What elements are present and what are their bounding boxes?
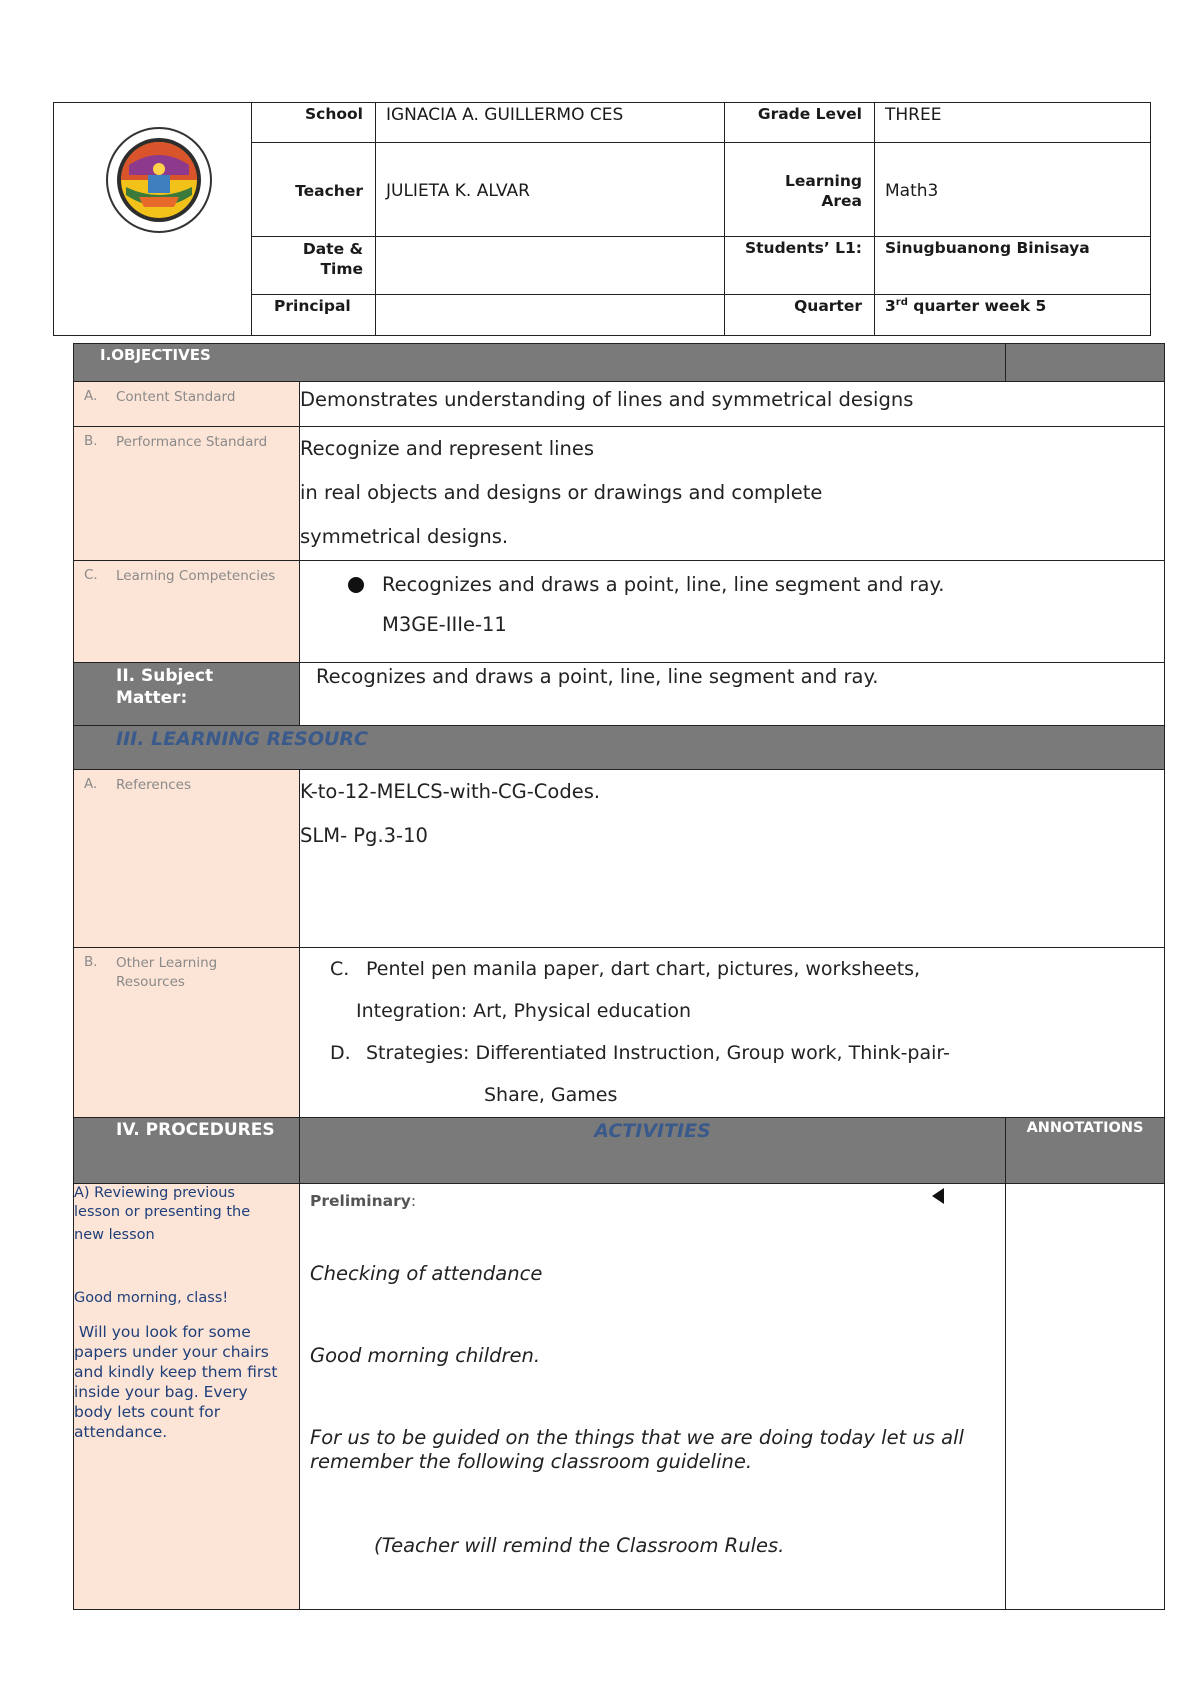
learning-competencies-text: Learning Competencies — [116, 568, 276, 584]
learning-area-label — [725, 143, 875, 237]
procedure-a-heading-1: A) Reviewing previous — [74, 1185, 235, 1201]
learning-area-value: Math3 — [875, 143, 1151, 237]
preliminary-text: Preliminary — [310, 1192, 411, 1210]
other-integration: Integration: Art, Physical education — [356, 1000, 692, 1022]
other-resources-c — [300, 948, 1164, 990]
principal-value — [376, 295, 725, 336]
objectives-header-side — [1006, 344, 1165, 382]
quarter-superscript: rd — [895, 297, 908, 308]
date-time-value — [376, 237, 725, 295]
objectives-title: I.OBJECTIVES — [100, 346, 211, 364]
subject-matter-text: Recognizes and draws a point, line, line segment and ray. — [316, 665, 879, 688]
quarter-rest: quarter week 5 — [907, 297, 1047, 316]
other-resources-text-line1: Other Learning — [116, 955, 218, 971]
references-value — [300, 770, 1165, 948]
other-resources-label — [74, 948, 300, 1118]
attendance-text: Checking of attendance — [310, 1262, 543, 1285]
learning-competencies-letter: C. — [84, 567, 98, 583]
date-time-label — [252, 237, 376, 295]
date-time-label-line1: Date & — [302, 240, 363, 258]
date-time-label-line2: Time — [320, 260, 363, 278]
grade-level-value: THREE — [875, 103, 1151, 143]
quarter-label: Quarter — [725, 295, 875, 336]
performance-standard-label — [74, 427, 300, 561]
school-value: IGNACIA A. GUILLERMO CES — [376, 103, 725, 143]
performance-line-3: symmetrical designs. — [300, 525, 509, 548]
school-label: School — [252, 103, 376, 143]
teacher-label: Teacher — [252, 143, 376, 237]
triangle-marker-icon — [932, 1188, 944, 1204]
performance-standard-letter: B. — [84, 433, 98, 449]
learning-resources-header — [74, 726, 1165, 770]
instruction-line-2: papers under your chairs — [74, 1343, 269, 1361]
subject-matter-value — [300, 663, 1165, 726]
school-logo-cell — [54, 103, 252, 336]
performance-line-1: Recognize and represent lines — [300, 437, 595, 460]
content-standard-value — [300, 382, 1165, 427]
procedure-a-heading-2: lesson or presenting the — [74, 1204, 251, 1220]
principal-label: Principal — [252, 295, 376, 336]
activities-title: ACTIVITIES — [594, 1120, 711, 1142]
guideline-line-1: For us to be guided on the things that we are doing today let us all — [310, 1426, 964, 1449]
bullet-icon — [348, 577, 364, 593]
other-c-letter: C. — [330, 958, 350, 980]
procedure-a-greeting: Good morning, class! — [74, 1290, 229, 1306]
other-d-letter: D. — [330, 1042, 351, 1064]
annotations-title: ANNOTATIONS — [1026, 1120, 1144, 1136]
quarter-number: 3 — [885, 297, 896, 316]
other-resources-text — [116, 954, 299, 992]
annotations-header — [1006, 1118, 1165, 1184]
content-standard-label — [74, 382, 300, 427]
quarter-value — [875, 295, 1151, 336]
students-l1-value: Sinugbuanong Binisaya — [875, 237, 1151, 295]
header-table — [53, 102, 1151, 336]
other-d-text: Strategies: Differentiated Instruction, Group work, Think-pair- — [366, 1042, 950, 1064]
greeting-text: Good morning children. — [310, 1344, 541, 1367]
content-standard-text-value: Demonstrates understanding of lines and symmetrical designs — [300, 388, 914, 411]
instruction-line-6: attendance. — [74, 1423, 168, 1441]
reference-line-2: SLM- Pg.3-10 — [300, 824, 428, 847]
learning-area-label-line1: Learning — [785, 171, 862, 190]
references-text: References — [116, 777, 192, 793]
content-standard-letter: A. — [84, 388, 98, 404]
procedures-title: IV. PROCEDURES — [116, 1120, 275, 1140]
activities-header — [300, 1118, 1006, 1184]
content-standard-text: Content Standard — [116, 389, 236, 405]
procedures-header — [74, 1118, 300, 1184]
performance-standard-text: Performance Standard — [116, 434, 268, 450]
instruction-line-5: body lets count for — [74, 1403, 221, 1421]
objectives-header — [74, 344, 1006, 382]
lesson-plan-table — [73, 343, 1165, 1610]
other-resources-value — [300, 948, 1165, 1118]
competency-text: Recognizes and draws a point, line, line segment and ray. — [382, 573, 945, 596]
learning-competencies-label — [74, 561, 300, 663]
school-logo — [104, 125, 214, 235]
learning-competencies-value — [300, 561, 1165, 663]
reference-line-1: K-to-12-MELCS-with-CG-Codes. — [300, 780, 601, 803]
guideline-line-2: remember the following classroom guideline. — [310, 1450, 753, 1473]
other-d-continued: Share, Games — [484, 1084, 618, 1106]
teacher-value: JULIETA K. ALVAR — [376, 143, 725, 237]
subject-matter-label-line1: II. Subject — [116, 666, 214, 686]
other-c-text: Pentel pen manila paper, dart chart, pictures, worksheets, — [366, 958, 921, 980]
instruction-line-3: and kindly keep them first — [74, 1363, 278, 1381]
students-l1-label: Students’ L1: — [725, 237, 875, 295]
preliminary-heading — [310, 1192, 995, 1210]
competency-code: M3GE-IIIe-11 — [382, 613, 507, 636]
procedure-a-heading-3: new lesson — [74, 1227, 155, 1243]
procedure-a-label — [74, 1184, 300, 1610]
procedure-a-instructions — [74, 1322, 299, 1442]
learning-resources-title: III. LEARNING RESOURC — [116, 728, 368, 750]
references-letter: A. — [84, 776, 98, 792]
other-resources-letter: B. — [84, 954, 98, 970]
other-resources-d — [300, 1032, 1164, 1074]
annotations-cell — [1006, 1184, 1165, 1610]
activities-cell — [300, 1184, 1006, 1610]
performance-standard-value — [300, 427, 1165, 561]
preliminary-colon: : — [410, 1192, 417, 1210]
performance-line-2: in real objects and designs or drawings and complete — [300, 481, 823, 504]
instruction-line-4: inside your bag. Every — [74, 1383, 248, 1401]
grade-level-label: Grade Level — [725, 103, 875, 143]
subject-matter-label — [74, 663, 300, 726]
references-label — [74, 770, 300, 948]
subject-matter-label-line2: Matter: — [116, 688, 188, 708]
other-resources-text-line2: Resources — [116, 974, 185, 990]
instruction-line-1: Will you look for some — [74, 1323, 251, 1341]
remind-text: (Teacher will remind the Classroom Rules. — [374, 1534, 785, 1557]
learning-area-label-line2: Area — [821, 191, 862, 210]
